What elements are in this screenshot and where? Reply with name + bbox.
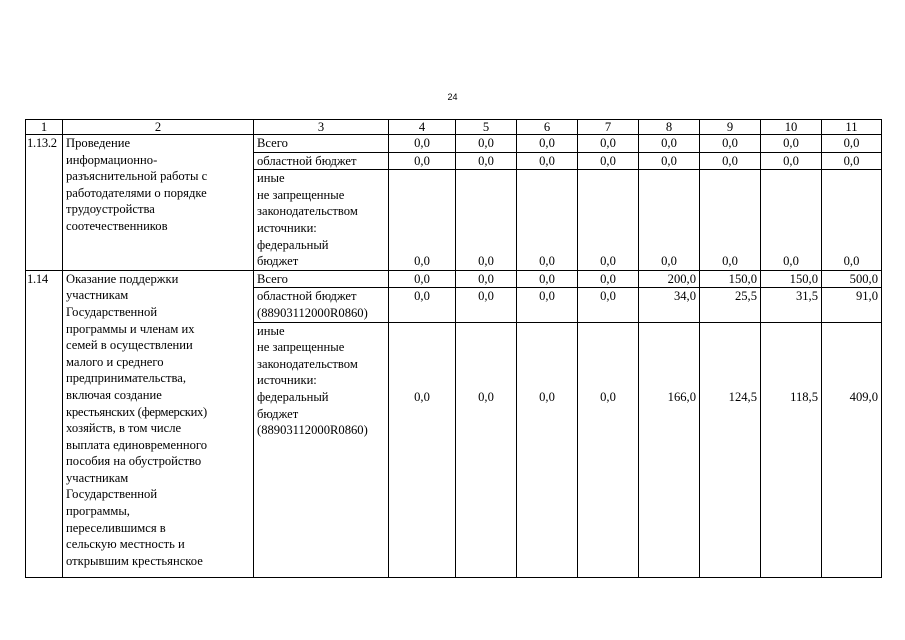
value-cell: 0,0 <box>456 288 517 322</box>
value-cell: 91,0 <box>822 288 882 322</box>
value-cell: 31,5 <box>761 288 822 322</box>
value-cell: 0,0 <box>389 288 456 322</box>
value-cell: 0,0 <box>517 170 578 271</box>
value-cell: 0,0 <box>389 270 456 288</box>
value-cell: 0,0 <box>456 152 517 170</box>
column-header: 8 <box>639 120 700 135</box>
value-cell: 34,0 <box>639 288 700 322</box>
value-cell: 0,0 <box>517 152 578 170</box>
value-cell: 0,0 <box>456 270 517 288</box>
value-cell: 0,0 <box>822 170 882 271</box>
table-header-row <box>26 120 882 135</box>
value-cell: 150,0 <box>700 270 761 288</box>
row-title: Проведение информационно- разъяснительной работы с работодателями о порядке трудоустройства соотечественников <box>63 135 254 271</box>
source-label: областной бюджет <box>254 152 389 170</box>
value-cell: 0,0 <box>517 135 578 153</box>
value-cell: 0,0 <box>517 270 578 288</box>
source-label: Всего <box>254 270 389 288</box>
column-header: 7 <box>578 120 639 135</box>
value-cell: 0,0 <box>639 152 700 170</box>
row-title: Оказание поддержки участникам Государственной программы и членам их семей в осуществлении малого и среднего предпринимательства, включая создание крестьянских (фермерских) хозяйств, в том числе выплата единовременного пособия на обустройство участникам Государственной программы, переселившимся в сельскую местность и открывшим крестьянское <box>63 270 254 577</box>
value-cell: 25,5 <box>700 288 761 322</box>
value-cell: 0,0 <box>822 135 882 153</box>
value-cell: 0,0 <box>389 170 456 271</box>
value-cell: 118,5 <box>761 322 822 577</box>
value-cell: 0,0 <box>456 322 517 577</box>
value-cell: 0,0 <box>639 170 700 271</box>
value-cell: 0,0 <box>578 322 639 577</box>
column-header: 9 <box>700 120 761 135</box>
value-cell: 150,0 <box>761 270 822 288</box>
value-cell: 0,0 <box>700 152 761 170</box>
source-label: иные не запрещенные законодательством источники: федеральный бюджет <box>254 170 389 271</box>
value-cell: 200,0 <box>639 270 700 288</box>
row-index: 1.14 <box>26 270 63 577</box>
column-header: 5 <box>456 120 517 135</box>
value-cell: 0,0 <box>822 152 882 170</box>
budget-table <box>25 119 882 578</box>
column-header: 11 <box>822 120 882 135</box>
value-cell: 0,0 <box>578 270 639 288</box>
value-cell: 0,0 <box>639 135 700 153</box>
value-cell: 124,5 <box>700 322 761 577</box>
column-header: 6 <box>517 120 578 135</box>
value-cell: 0,0 <box>578 170 639 271</box>
source-label: иные не запрещенные законодательством источники: федеральный бюджет (88903112000R0860) <box>254 322 389 577</box>
column-header: 2 <box>63 120 254 135</box>
value-cell: 0,0 <box>389 135 456 153</box>
value-cell: 0,0 <box>761 152 822 170</box>
value-cell: 500,0 <box>822 270 882 288</box>
value-cell: 0,0 <box>389 152 456 170</box>
value-cell: 409,0 <box>822 322 882 577</box>
column-header: 4 <box>389 120 456 135</box>
column-header: 10 <box>761 120 822 135</box>
value-cell: 166,0 <box>639 322 700 577</box>
table-row <box>26 270 882 288</box>
value-cell: 0,0 <box>578 152 639 170</box>
page-number: 24 <box>447 92 458 102</box>
value-cell: 0,0 <box>456 135 517 153</box>
value-cell: 0,0 <box>578 135 639 153</box>
value-cell: 0,0 <box>389 322 456 577</box>
value-cell: 0,0 <box>517 288 578 322</box>
value-cell: 0,0 <box>456 170 517 271</box>
value-cell: 0,0 <box>517 322 578 577</box>
value-cell: 0,0 <box>761 135 822 153</box>
value-cell: 0,0 <box>578 288 639 322</box>
value-cell: 0,0 <box>761 170 822 271</box>
column-header: 1 <box>26 120 63 135</box>
table-row <box>26 135 882 153</box>
value-cell: 0,0 <box>700 135 761 153</box>
source-label: Всего <box>254 135 389 153</box>
column-header: 3 <box>254 120 389 135</box>
value-cell: 0,0 <box>700 170 761 271</box>
source-label: областной бюджет (88903112000R0860) <box>254 288 389 322</box>
row-index: 1.13.2 <box>26 135 63 271</box>
